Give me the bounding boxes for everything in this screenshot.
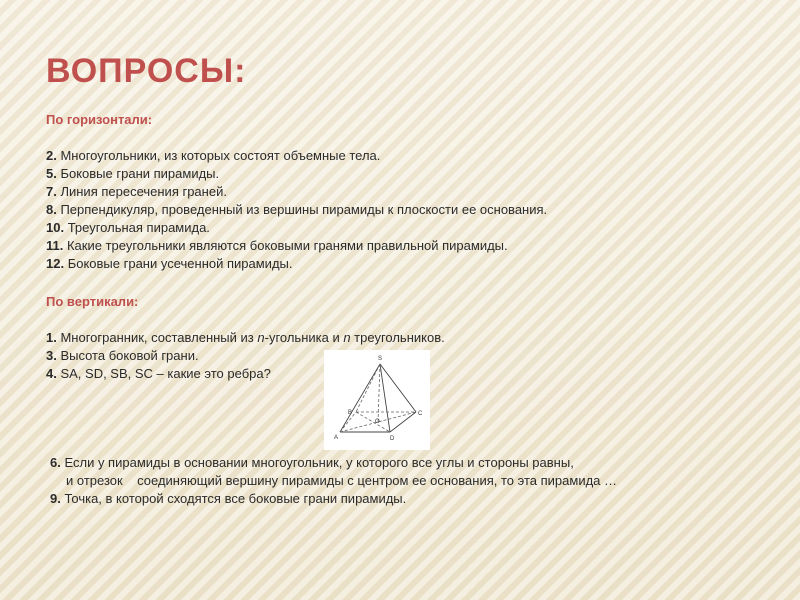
horizontal-item-10 — [46, 220, 210, 235]
item-number: 7. — [46, 184, 57, 199]
height-so — [378, 364, 380, 422]
edge-sa — [340, 364, 380, 432]
label-o: O — [375, 419, 380, 425]
item-number: 6. — [50, 455, 61, 470]
item-text: Какие треугольники являются боковыми гранями правильной пирамиды. — [63, 238, 508, 253]
vertical-item-3 — [46, 348, 199, 363]
horizontal-item-11 — [46, 238, 508, 253]
n-variable: n — [343, 330, 351, 345]
item-text: Линия пересечения граней. — [56, 184, 227, 199]
item-text: SA, SD, SB, SC – какие это ребра? — [56, 366, 271, 381]
label-a: A — [334, 435, 339, 441]
item-number: 4. — [46, 366, 57, 381]
horizontal-heading: По горизонтали: — [46, 112, 153, 127]
item-number: 2. — [46, 148, 57, 163]
edge-sb — [356, 364, 380, 412]
item-text: Многоугольники, из которых состоят объемные тела. — [56, 148, 381, 163]
label-s: S — [378, 356, 383, 362]
horizontal-item-2 — [46, 148, 380, 163]
vertical-item-9 — [50, 491, 406, 506]
vertical-item-6 — [50, 455, 574, 470]
vertical-heading: По вертикали: — [46, 294, 139, 309]
item-text: Треугольная пирамида. — [64, 220, 210, 235]
item-text: Перпендикуляр, проведенный из вершины пирамиды к плоскости ее основания. — [56, 202, 548, 217]
item-text: Боковые грани пирамиды. — [56, 166, 220, 181]
item-text: Многогранник, составленный из — [56, 330, 258, 345]
item-number: 8. — [46, 202, 57, 217]
item-number: 9. — [50, 491, 61, 506]
label-b: B — [348, 410, 353, 416]
item-text: Если у пирамиды в основании многоугольник, у которого все углы и стороны равны, — [60, 455, 574, 470]
label-d: D — [390, 436, 395, 442]
horizontal-item-5 — [46, 166, 219, 181]
item-text: -угольника и — [264, 330, 344, 345]
edge-sc — [380, 364, 416, 412]
edge-sd — [380, 364, 390, 432]
horizontal-item-12 — [46, 256, 292, 271]
diagonal-bd — [356, 412, 390, 432]
horizontal-item-8 — [46, 202, 547, 217]
item-text: Высота боковой грани. — [56, 348, 199, 363]
vertical-item-1 — [46, 330, 445, 345]
item-number: 10. — [46, 220, 65, 235]
item-text: треугольников. — [350, 330, 445, 345]
n-variable: n — [257, 330, 265, 345]
edge-dc — [390, 412, 416, 432]
slide-title: ВОПРОСЫ: — [46, 52, 247, 90]
item-number: 3. — [46, 348, 57, 363]
vertical-item-4 — [46, 366, 271, 381]
item-text: Боковые грани усеченной пирамиды. — [64, 256, 293, 271]
item-number: 11. — [46, 238, 64, 253]
item-text: Точка, в которой сходятся все боковые грани пирамиды. — [60, 491, 407, 506]
pyramid-figure — [324, 350, 430, 450]
item-number: 1. — [46, 330, 57, 345]
item-number: 5. — [46, 166, 57, 181]
horizontal-item-7 — [46, 184, 227, 199]
item-number: 12. — [46, 256, 65, 271]
pyramid-diagram — [324, 350, 430, 450]
label-c: C — [418, 411, 423, 417]
vertical-item-6-continued: и отрезок соединяющий вершину пирамиды с центром ее основания, то эта пирамида … — [66, 473, 618, 488]
